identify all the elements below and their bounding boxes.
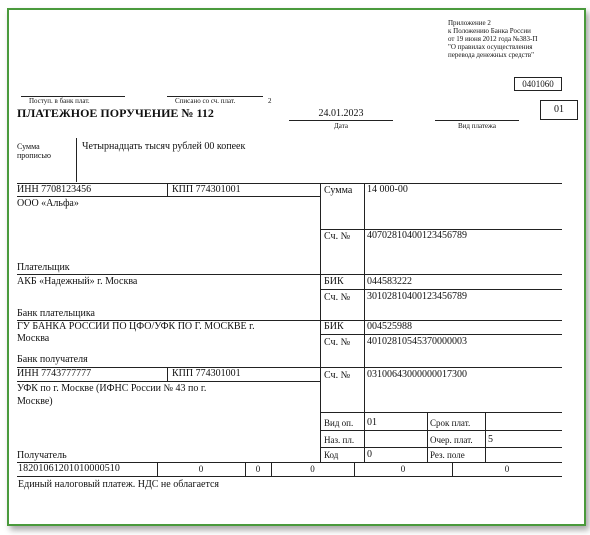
tax-field-value: 0 <box>400 464 406 474</box>
amount-words-label-line: прописью <box>17 151 52 160</box>
date-label: Дата <box>334 122 348 130</box>
payer-account-label: Сч. № <box>324 231 351 242</box>
payee-inn: ИНН 7743777777 <box>17 368 92 379</box>
order-value: 5 <box>488 434 493 445</box>
sum-value: 14 000-00 <box>367 184 408 195</box>
payment-purpose: Единый налоговый платеж. НДС не облагается <box>18 479 220 490</box>
payment-type-label: Вид платежа <box>457 122 496 130</box>
payee-bank-name-line2: Москва <box>17 333 50 344</box>
due-date-label: Срок плат. <box>430 418 471 428</box>
code-value: 0 <box>367 449 372 460</box>
purpose-code-label: Наз. пл. <box>324 435 355 445</box>
payment-type-line <box>435 120 519 121</box>
op-type-label: Вид оп. <box>324 418 354 428</box>
payee-name: УФК по г. Москве (ИФНС России № 43 по г. <box>17 383 207 394</box>
payee-account-value: 03100643000000017300 <box>367 369 467 380</box>
op-type-value: 01 <box>367 417 377 428</box>
form-code-box: 0401060 <box>514 77 562 91</box>
code-label: Код <box>324 450 339 460</box>
grid-line <box>320 183 321 462</box>
payee-label: Получатель <box>17 450 67 461</box>
payee-bank-label: Банк получателя <box>17 354 88 365</box>
tax-field-value: 0 <box>198 464 204 474</box>
grid-line <box>427 412 428 462</box>
grid-line <box>364 183 365 462</box>
payee-kpp: КПП 774301001 <box>172 368 241 379</box>
appendix-line: Приложение 2 <box>448 19 491 27</box>
amount-words-value: Четырнадцать тысяч рублей 00 копеек <box>82 141 246 152</box>
payer-account-value: 40702810400123456789 <box>367 230 467 241</box>
grid-line <box>320 447 562 448</box>
amount-words-divider <box>76 138 77 182</box>
grid-line <box>17 183 562 184</box>
appendix-line: перевода денежных средств" <box>448 51 535 59</box>
document-date: 24.01.2023 <box>318 108 364 119</box>
payee-bik-value: 004525988 <box>367 321 412 332</box>
status-code-box: 01 <box>540 100 578 120</box>
payment-order-document <box>7 8 586 526</box>
payer-bank-name: АКБ «Надежный» г. Москва <box>17 276 138 287</box>
grid-line <box>17 476 562 477</box>
payer-bank-account-label: Сч. № <box>324 292 351 303</box>
grid-line <box>167 183 168 196</box>
sum-label: Сумма <box>324 185 353 196</box>
appendix-line: от 19 июня 2012 года №383-П <box>448 35 538 43</box>
grid-line <box>167 367 168 381</box>
amount-words-label <box>17 142 51 160</box>
grid-line <box>320 412 562 413</box>
payee-account-label: Сч. № <box>324 370 351 381</box>
document-title: ПЛАТЕЖНОЕ ПОРУЧЕНИЕ № 112 <box>17 106 214 120</box>
payer-bank-label: Банк плательщика <box>17 308 95 319</box>
appendix-line: к Положению Банка России <box>448 27 531 35</box>
amount-words-label-line: Сумма <box>17 142 40 151</box>
appendix-line: "О правилах осуществления <box>448 43 533 51</box>
grid-line <box>485 412 486 462</box>
payer-name: ООО «Альфа» <box>17 198 79 209</box>
grid-line <box>17 367 562 368</box>
grid-line <box>17 196 320 197</box>
grid-line <box>17 381 320 382</box>
payee-bik-label: БИК <box>324 321 344 332</box>
payee-bank-account-value: 40102810545370000003 <box>367 336 467 347</box>
payer-bank-account-value: 30102810400123456789 <box>367 291 467 302</box>
appendix-note <box>448 19 537 59</box>
payer-bik-value: 044583222 <box>367 276 412 287</box>
payer-kpp: КПП 774301001 <box>172 184 241 195</box>
grid-line <box>320 430 562 431</box>
tax-field-value: 0 <box>255 464 261 474</box>
payee-name-line2: Москве) <box>17 396 53 407</box>
payer-label: Плательщик <box>17 262 70 273</box>
payer-bik-label: БИК <box>324 276 344 287</box>
payee-bank-account-label: Сч. № <box>324 337 351 348</box>
tax-field-value: 0 <box>310 464 315 474</box>
debited-label: Списано со сч. плат. <box>175 97 236 105</box>
grid-line <box>320 334 562 335</box>
order-label: Очер. плат. <box>430 435 473 445</box>
reserve-field-label: Рез. поле <box>430 450 465 460</box>
kbk-value: 18201061201010000510 <box>18 463 120 474</box>
tax-field-value: 0 <box>504 464 510 474</box>
grid-line <box>17 274 562 275</box>
payer-inn: ИНН 7708123456 <box>17 184 92 195</box>
payee-bank-name: ГУ БАНКА РОССИИ ПО ЦФО/УФК ПО Г. МОСКВЕ г. <box>17 321 255 332</box>
received-label: Поступ. в банк плат. <box>29 97 90 105</box>
grid-line <box>320 289 562 290</box>
debited-value: 2 <box>268 97 272 105</box>
date-line <box>289 120 393 121</box>
